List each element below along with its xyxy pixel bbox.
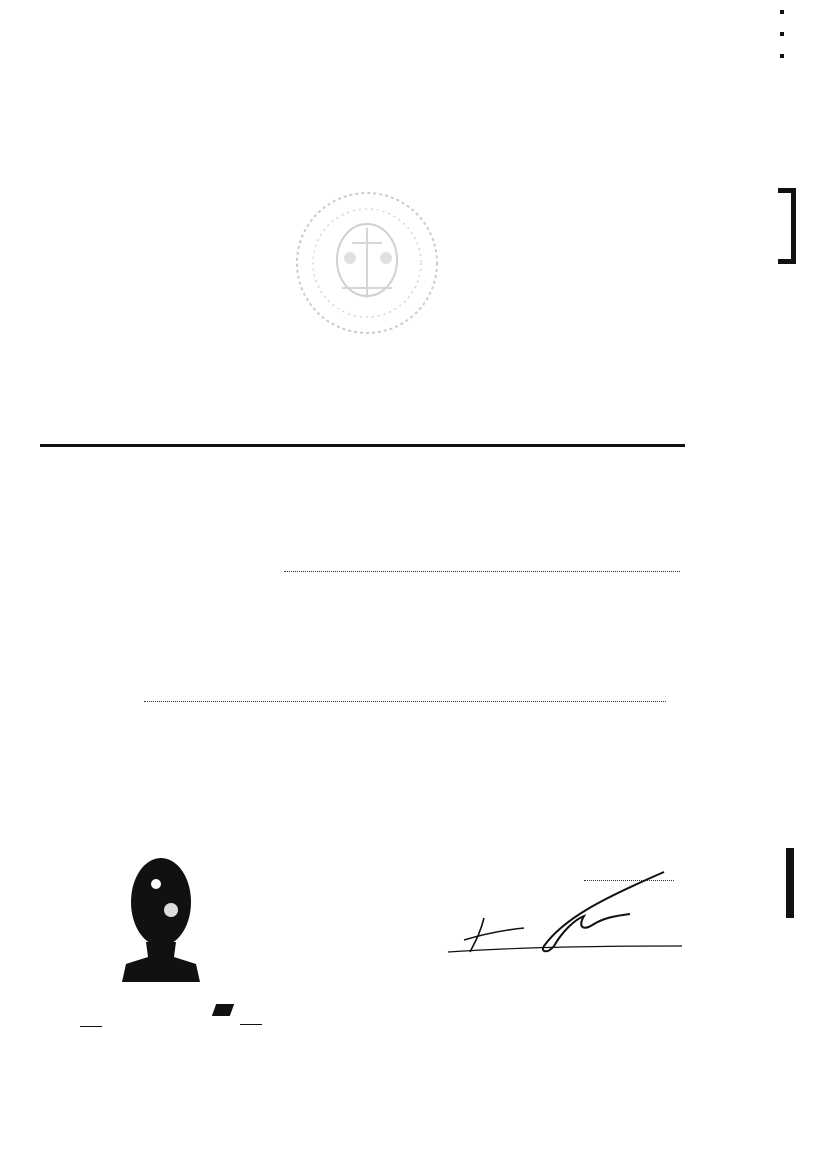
- decorative-border-right: [700, 60, 780, 1120]
- native-of-field: [144, 701, 666, 702]
- passport-photo: [116, 852, 206, 982]
- holder-sign-mark: [212, 1004, 234, 1016]
- decorative-border-bottom: [60, 1065, 760, 1115]
- scan-mark-bottom: [786, 848, 794, 918]
- holder-sign-line-left: [80, 1026, 102, 1027]
- decorative-border-left: [0, 60, 40, 1120]
- government-seal-icon: [292, 188, 442, 338]
- scan-dots: [780, 10, 784, 60]
- chairman-signature: [444, 868, 694, 964]
- bearer-name-field: [284, 571, 680, 572]
- holder-sign-line-right: [240, 1024, 262, 1025]
- certificate-title-underline: [40, 444, 685, 447]
- scan-mark-top: [778, 188, 796, 264]
